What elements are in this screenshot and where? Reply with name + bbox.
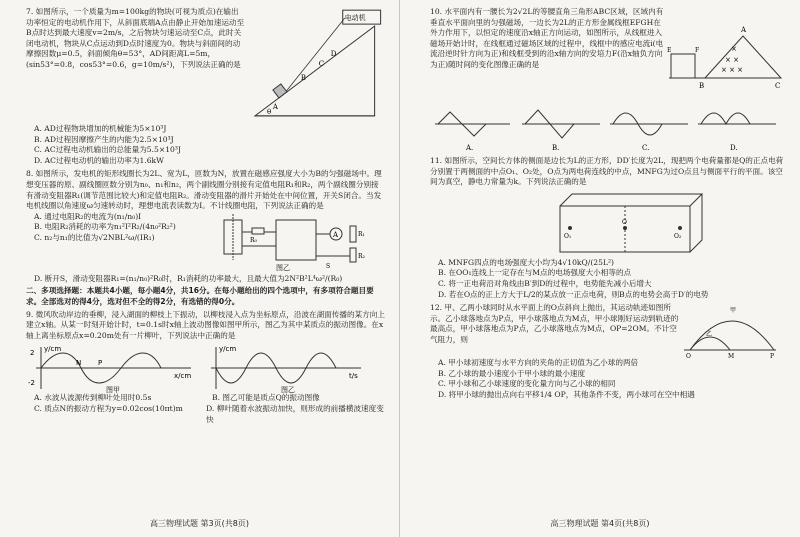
svg-text:F: F xyxy=(695,47,700,54)
q11-option-a: A. MNFG四点的电场强度大小均为4√10kQ/(25L²) xyxy=(438,257,614,267)
label-jia: 甲 xyxy=(730,307,737,315)
question-12-stem: 12. 甲、乙两小球同时从水平面上的O点斜向上抛出，其运动轨迹如图所示。乙小球落地点为P点，甲小球落地点为M点，甲小球刚好运动到轨迹的最高点，甲小球落地点为P点，乙小球落地点为M点，OP=2OM。不计空气阻力，则 xyxy=(430,303,679,344)
q8-option-c: C. n₂与n₁的比值为√2NBL²ω/(IR₁) xyxy=(34,232,155,242)
label-m: M xyxy=(728,353,735,359)
svg-text:× ×: × × xyxy=(725,56,739,64)
q9-option-c: C. 质点N的振动方程为y=0.02cos(10πt)m xyxy=(34,403,183,413)
svg-text:×: × xyxy=(731,45,737,53)
svg-text:C: C xyxy=(319,59,325,68)
fig-8-label: 图乙 xyxy=(276,263,290,272)
transformer-circuit-diagram xyxy=(216,212,376,274)
cuboid-charges-diagram xyxy=(550,188,800,258)
q10-option-d: D. xyxy=(730,144,738,152)
svg-text:D: D xyxy=(331,50,337,59)
right-page-footer: 高三物理试题 第4页(共8页) xyxy=(550,519,650,528)
q7-option-d: D. AC过程电动机的输出功率为1.6kW xyxy=(34,155,164,165)
svg-text:O₂: O₂ xyxy=(674,232,682,240)
q11-option-b: B. 在OO₁连线上一定存在与M点的电场强度大小相等的点 xyxy=(438,268,632,278)
svg-text:θ: θ xyxy=(267,107,272,116)
wave-graph-jia xyxy=(26,343,201,393)
q12-option-c: C. 甲小球和乙小球速度的变化量方向与乙小球的相同 xyxy=(438,379,616,389)
q10-graph-options xyxy=(430,100,780,152)
question-10-stem: 10. 水平面内有一腰长为2√2L的等腰直角三角形ABC区域，区域内有垂直水平面向里的匀强磁场，一边长为2L的正方形金属线框EFGH在外力作用下，以恒定的速度沿x轴正方向运动，如图所示，从线框进入磁场开始计时，在线框通过磁场区域的过程中，线框中的感应电流i(电流沿逆时针方向为正)和线框受到的沿x轴方向的安培力F(沿x轴负方向为正)随时间的变化图像正确的是 xyxy=(430,7,664,69)
svg-text:B: B xyxy=(699,82,705,90)
q8-option-a: A. 通过电阻R₂的电流为(n₁/n₀)I xyxy=(34,211,142,221)
q9-option-d: D. 柳叶随着水波振动加快，则形成的前播横波速度变快 xyxy=(206,403,384,424)
q7-option-b: B. AD过程因摩擦产生的内能为2.5×10³J xyxy=(34,134,174,144)
svg-text:A: A xyxy=(333,230,339,239)
triangle-field-diagram xyxy=(665,6,785,96)
left-page-footer: 高三物理试题 第3页(共8页) xyxy=(150,519,249,528)
svg-text:A: A xyxy=(741,26,747,34)
svg-text:N: N xyxy=(76,359,82,368)
svg-text:R₀: R₀ xyxy=(250,236,257,244)
svg-text:R₁: R₁ xyxy=(358,230,365,238)
motor-label: 电动机 xyxy=(345,14,367,23)
label-o: O xyxy=(686,353,691,359)
svg-text:B: B xyxy=(301,73,307,82)
q10-option-a: A. xyxy=(466,144,474,152)
right-page xyxy=(400,0,800,537)
svg-text:C: C xyxy=(775,82,781,90)
label-yi: 乙 xyxy=(706,331,713,339)
question-8-stem: 8. 如图所示，发电机的矩形线圈长为2L、宽为L，匝数为N，放置在磁感应强度大小为B的匀强磁场中。理想变压器的原、副线圈匝数分别为n₀、n₁和n₂，两个副线圈分别接有定值电阻R₁和R₂，两个副线圈分别接有滑动变阻器R₁(调节范围比较大)和定值电阻R₂。滑动变阻器的滑片开始处在中间位置，开关S闭合。当发电机线圈以角速度ω匀速转动时，理想电流表读数为I。不计线圈电阻，下列说法正确的是 xyxy=(26,169,382,211)
vibration-y-axis-label: y/cm xyxy=(219,345,237,354)
q11-option-d: D. 若在O点的正上方大于L/2的某点放一正点电荷，则B点的电势会高于D′的电势 xyxy=(438,289,709,299)
svg-text:2: 2 xyxy=(30,349,35,358)
svg-text:A: A xyxy=(273,102,279,111)
question-11-stem: 11. 如图所示，空间长方体的侧面是边长为L的正方形，DD′长度为2L，现把两个电荷量都是Q的正点电荷分别置于两侧面的中点O₁、O₂处，O点为两电荷连线的中点，MNFG为过O点且与侧面平行的平面。该空间为真空，静电力常量为k。下列说法正确的是 xyxy=(430,156,784,187)
q11-option-c: C. 将一正电荷沿对角线由B′到D的过程中，电势能先减小后增大 xyxy=(438,278,652,288)
incline-motor-diagram xyxy=(245,6,385,124)
wave-graph-yi xyxy=(201,343,371,393)
svg-text:R₂: R₂ xyxy=(358,252,365,260)
q12-option-b: B. 乙小球的最小速度小于甲小球的最小速度 xyxy=(438,368,586,378)
q12-option-d: D. 将甲小球的抛出点向右平移1/4 OP，其他条件不变，两小球可在空中相遇 xyxy=(438,389,695,399)
vibration-x-axis-label: t/s xyxy=(349,372,358,381)
q8-option-d: D. 断开S，滑动变阻器R₁=(n₁/n₀)²R₀时，R₁消耗的功率最大，且最大值为2N²B²L⁴ω²/(R₀) xyxy=(34,273,343,283)
q8-option-b: B. 电阻R₂消耗的功率为n₁²I²R₂/(4n₀²R₂²) xyxy=(34,222,176,232)
svg-text:-2: -2 xyxy=(28,379,35,388)
question-9-stem: 9. 微风吹动岸边的垂柳，浸入湖面的柳枝上下振动，以柳枝浸入点为坐标原点，沿波在湖面传播的某方向上建立x轴。从某一时刻开始计时，t=0.1s时x轴上波动图像如图甲所示，图乙为其中某质点的振动图像。在x轴上离坐标原点x=0.20m处有一片柳叶，下列说法中正确的是 xyxy=(26,309,385,340)
fig-jia-label: 图甲 xyxy=(106,386,120,394)
q9-option-b: B. 图乙可能是质点Q的振动图像 xyxy=(212,393,320,403)
svg-text:P: P xyxy=(98,359,103,368)
wave-y-axis-label: y/cm xyxy=(44,345,62,354)
q12-option-a: A. 甲小球初速度与水平方向的夹角的正切值为乙小球的两倍 xyxy=(438,358,639,368)
svg-text:E: E xyxy=(667,47,672,54)
label-p: P xyxy=(770,353,775,359)
svg-text:O: O xyxy=(622,218,627,226)
wave-x-axis-label: x/cm xyxy=(174,372,192,381)
svg-text:× × ×: × × × xyxy=(721,66,744,74)
section-2-heading: 二、多项选择题：本题共4小题，每小题4分，共16分。在每小题给出的四个选项中，有多项符合题目要求。全部选对的得4分，选对但不全的得2分，有选错的得0分。 xyxy=(26,286,374,306)
svg-text:S: S xyxy=(326,262,331,270)
q10-option-c: C. xyxy=(642,144,650,152)
projectile-trajectory-diagram xyxy=(680,302,780,358)
svg-text:O₁: O₁ xyxy=(564,232,572,240)
q9-option-a: A. 水波从波源传到柳叶处用时0.5s xyxy=(34,393,152,403)
fig-yi-label: 图乙 xyxy=(281,386,295,394)
q7-option-c: C. AC过程电动机输出的总能量为5.5×10³J xyxy=(34,145,181,155)
q7-option-a: A. AD过程物块增加的机械能为5×10³J xyxy=(34,124,167,133)
q10-option-b: B. xyxy=(552,144,560,152)
question-7-stem: 7. 如图所示，一个质量为m=100kg的物块(可视为质点)在输出功率恒定的电动机作用下，从斜面底端A点由静止开始加速运动至B点时达到最大速度v=2m/s，之后物块匀速运动至C点，此时关闭电动机，物块从C点运动到D点时速度为0。物块与斜面间的动摩擦因数μ=0.5，斜面倾角θ=53°，AD间距离L=5m，(sin53°=0.8，cos53°=0.6，g=10m/s²)，下列说法正确的是 xyxy=(26,7,245,69)
